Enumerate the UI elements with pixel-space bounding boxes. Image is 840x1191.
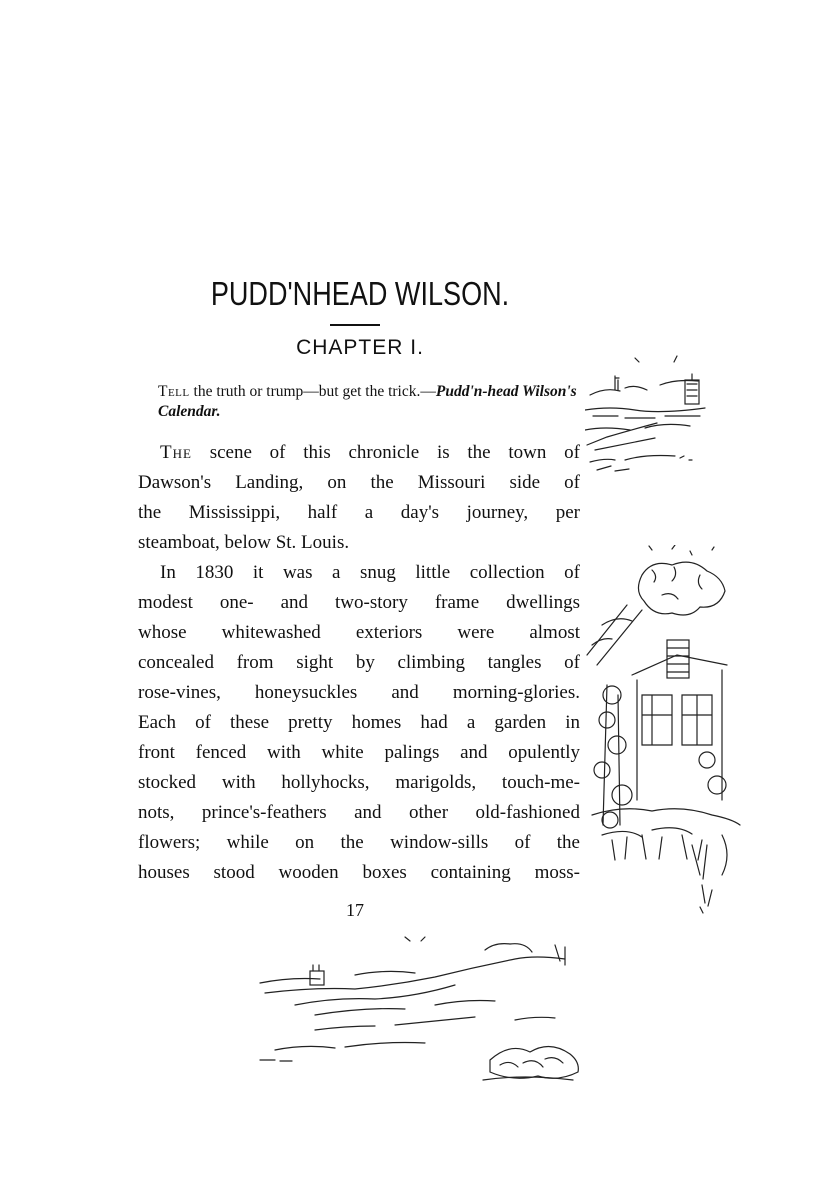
text-line: houses stood wooden boxes containing moss- [138, 862, 580, 883]
text-line: whose whitewashed exteriors were almost [138, 622, 580, 643]
text-line: In 1830 it was a snug little collection of [160, 562, 580, 583]
epigraph [158, 382, 588, 422]
text-line: Dawson's Landing, on the Missouri side of [138, 472, 580, 493]
text-line: rose-vines, honeysuckles and morning-glories. [138, 682, 580, 703]
line-rest: scene of this chronicle is the town of [191, 442, 580, 463]
book-title: PUDD'NHEAD WILSON. [210, 275, 510, 312]
text-line: Each of these pretty homes had a garden in [138, 712, 580, 733]
epigraph-text: the truth or trump—but get the trick.— [189, 383, 436, 400]
text-line: the Mississippi, half a day's journey, per [138, 502, 580, 523]
river-steamboat-illustration [585, 350, 710, 500]
cottage-vines-illustration [582, 545, 742, 945]
text-line: modest one- and two-story frame dwellings [138, 592, 580, 613]
epigraph-lead-word: Tell [158, 383, 190, 400]
text-line: concealed from sight by climbing tangles of [138, 652, 580, 673]
paragraph-lead-word: The [160, 442, 192, 463]
text-line: steamboat, below St. Louis. [138, 532, 350, 553]
chapter-body [138, 438, 580, 888]
paragraph-1 [138, 438, 580, 558]
text-line: front fenced with white palings and opulently [138, 742, 580, 763]
text-line: nots, prince's-feathers and other old-fashioned [138, 802, 580, 823]
river-landscape-illustration [255, 935, 585, 1090]
title-divider [330, 324, 380, 326]
text-line: stocked with hollyhocks, marigolds, touch-me- [138, 772, 580, 793]
text-line [138, 438, 580, 468]
epigraph-source: Pudd'n-head Wilson's Calendar. [158, 383, 577, 420]
text-line: flowers; while on the window-sills of the [138, 832, 580, 853]
page-number: 17 [346, 900, 364, 920]
paragraph-2 [138, 558, 580, 888]
chapter-heading: CHAPTER I. [296, 336, 424, 359]
